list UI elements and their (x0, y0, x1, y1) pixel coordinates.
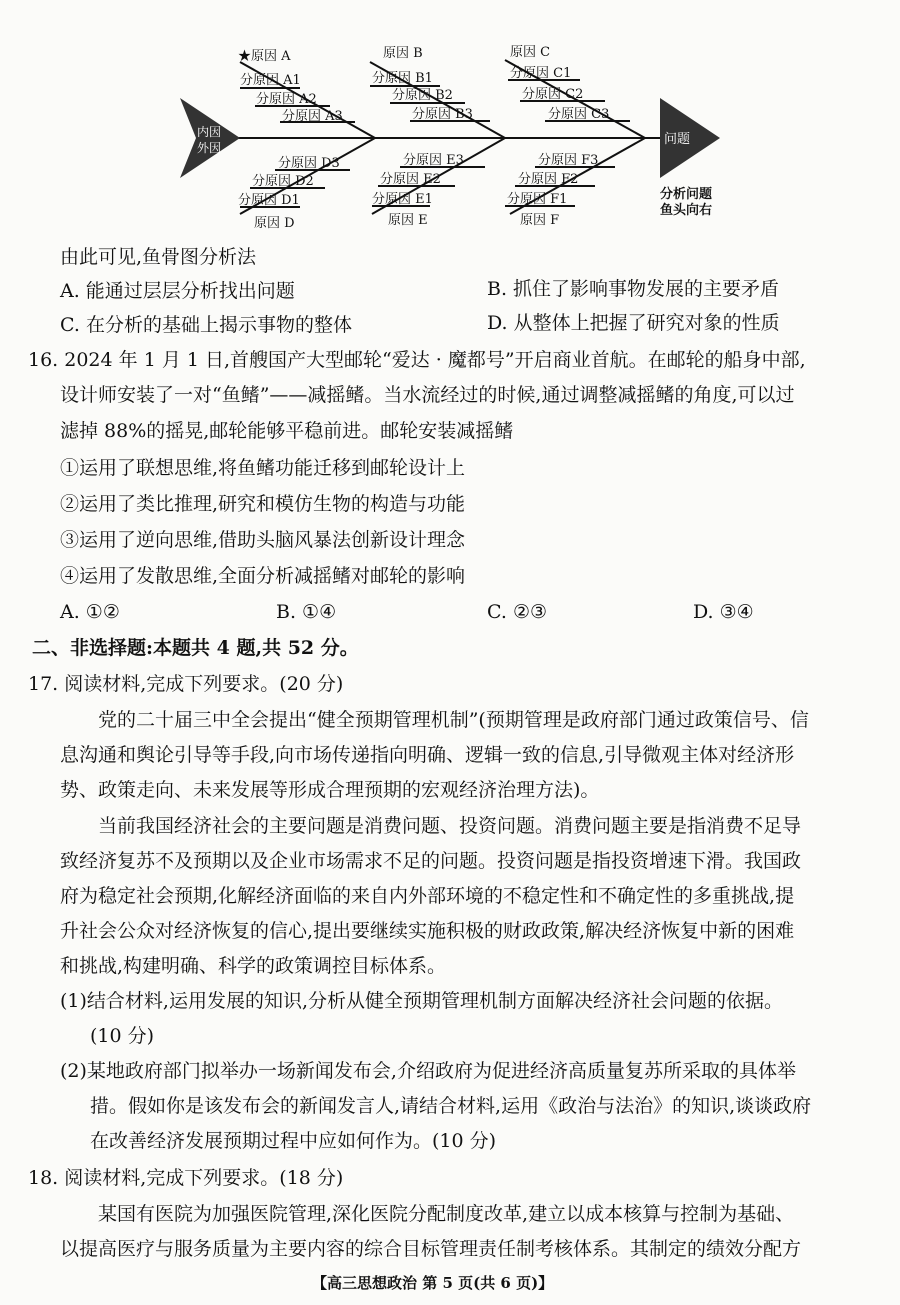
cause-d: 原因 D (254, 216, 295, 231)
q18-title: 18. 阅读材料,完成下列要求。(18 分) (28, 1167, 344, 1189)
sub-d1: 分原因 D1 (238, 193, 300, 208)
page-footer: 【高三思想政治 第 5 页(共 6 页)】 (312, 1274, 554, 1292)
q17-para2-line5: 和挑战,构建明确、科学的政策调控目标体系。 (60, 955, 447, 977)
cause-e: 原因 E (388, 213, 428, 228)
tail-label-1: 内因 (197, 125, 222, 139)
q16-line-3: 滤掉 88%的摇晃,邮轮能够平稳前进。邮轮安装减摇鳍 (60, 420, 514, 442)
q16-line-1: 16. 2024 年 1 月 1 日,首艘国产大型邮轮“爱达 · 魔都号”开启商业首航。在邮轮的船身中部, (28, 349, 806, 371)
section-heading: 二、非选择题:本题共 4 题,共 52 分。 (32, 637, 359, 659)
cause-c: 原因 C (510, 45, 551, 60)
q17-para2-line4: 升社会公众对经济恢复的信心,提出要继续实施积极的财政政策,解决经济恢复中新的困难 (60, 920, 795, 942)
sub-f1: 分原因 F1 (507, 192, 568, 207)
sub-e3: 分原因 E3 (403, 153, 464, 168)
q17-para2-line3: 府为稳定社会预期,化解经济面临的来自内外部环境的不稳定性和不确定性的多重挑战,提 (60, 885, 795, 907)
sub-e2: 分原因 E2 (380, 172, 441, 187)
cause-a: ★原因 A (238, 49, 291, 64)
sub-b1: 分原因 B1 (372, 71, 433, 86)
sub-c1: 分原因 C1 (510, 66, 572, 81)
q18-para1-line1: 某国有医院为加强医院管理,深化医院分配制度改革,建立以成本核算与控制为基础、 (98, 1203, 795, 1225)
sub-a3: 分原因 A3 (282, 109, 343, 124)
q15-option-c: C. 在分析的基础上揭示事物的整体 (60, 314, 352, 336)
q16-option-c: C. ②③ (487, 601, 548, 623)
q16-statement-3: ③运用了逆向思维,借助头脑风暴法创新设计理念 (60, 529, 466, 551)
fishbone-diagram (0, 0, 900, 240)
q17-title: 17. 阅读材料,完成下列要求。(20 分) (28, 673, 344, 695)
cause-b: 原因 B (383, 46, 423, 61)
sub-d3: 分原因 D3 (278, 156, 340, 171)
note-line-2: 鱼头向右 (660, 203, 713, 218)
q17-para2-line2: 致经济复苏不及预期以及企业市场需求不足的问题。投资问题是指投资增速下滑。我国政 (60, 850, 802, 872)
sub-a1: 分原因 A1 (240, 73, 301, 88)
q15-option-a: A. 能通过层层分析找出问题 (60, 280, 295, 302)
q17-para1-line3: 势、政策走向、未来发展等形成合理预期的宏观经济治理方法)。 (60, 779, 600, 801)
q17-sub2-line2: 措。假如你是该发布会的新闻发言人,请结合材料,运用《政治与法治》的知识,谈谈政府 (90, 1095, 812, 1117)
q16-statement-1: ①运用了联想思维,将鱼鳍功能迁移到邮轮设计上 (60, 457, 466, 479)
q17-sub2-line1: (2)某地政府部门拟举办一场新闻发布会,介绍政府为促进经济高质量复苏所采取的具体举 (60, 1060, 796, 1082)
note-line-1: 分析问题 (660, 187, 713, 202)
sub-b3: 分原因 B3 (412, 107, 473, 122)
sub-b2: 分原因 B2 (392, 88, 453, 103)
q16-option-b: B. ①④ (276, 601, 337, 623)
q17-para1-line2: 息沟通和舆论引导等手段,向市场传递指向明确、逻辑一致的信息,引导微观主体对经济形 (60, 744, 795, 766)
tail-label-2: 外因 (197, 141, 222, 155)
q16-option-a: A. ①② (60, 601, 120, 623)
q15-stem: 由此可见,鱼骨图分析法 (60, 246, 257, 268)
q18-para1-line2: 以提高医疗与服务质量为主要内容的综合目标管理责任制考核体系。其制定的绩效分配方 (60, 1238, 802, 1260)
sub-e1: 分原因 E1 (372, 192, 433, 207)
sub-f2: 分原因 F2 (518, 172, 579, 187)
q15-option-d: D. 从整体上把握了研究对象的性质 (487, 312, 780, 334)
sub-c3: 分原因 C3 (548, 107, 610, 122)
q16-statement-4: ④运用了发散思维,全面分析减摇鳍对邮轮的影响 (60, 565, 466, 587)
q15-option-b: B. 抓住了影响事物发展的主要矛盾 (487, 278, 780, 300)
q17-para2-line1: 当前我国经济社会的主要问题是消费问题、投资问题。消费问题主要是指消费不足导 (98, 815, 802, 837)
sub-c2: 分原因 C2 (522, 87, 584, 102)
q16-line-2: 设计师安装了一对“鱼鳍”——减摇鳍。当水流经过的时候,通过调整减摇鳍的角度,可以过 (60, 384, 795, 406)
sub-d2: 分原因 D2 (252, 174, 314, 189)
q17-sub1-line1: (1)结合材料,运用发展的知识,分析从健全预期管理机制方面解决经济社会问题的依据。 (60, 990, 783, 1012)
q17-sub1-line2: (10 分) (90, 1025, 155, 1047)
head-label: 问题 (664, 132, 691, 147)
q16-option-d: D. ③④ (693, 601, 754, 623)
sub-f3: 分原因 F3 (538, 153, 599, 168)
q17-para1-line1: 党的二十届三中全会提出“健全预期管理机制”(预期管理是政府部门通过政策信号、信 (98, 709, 809, 731)
q17-sub2-line3: 在改善经济发展预期过程中应如何作为。(10 分) (90, 1130, 497, 1152)
sub-a2: 分原因 A2 (256, 92, 317, 107)
q16-statement-2: ②运用了类比推理,研究和模仿生物的构造与功能 (60, 493, 466, 515)
cause-f: 原因 F (520, 213, 560, 228)
